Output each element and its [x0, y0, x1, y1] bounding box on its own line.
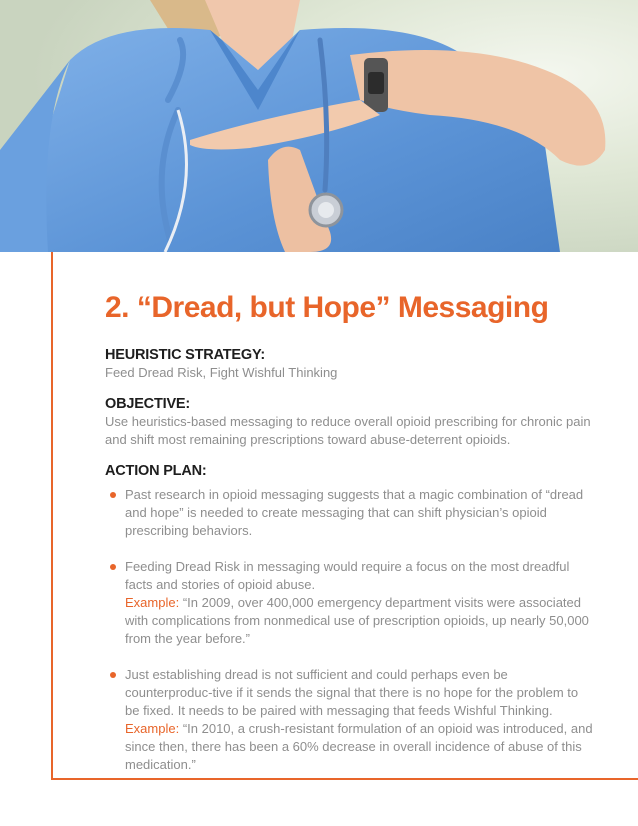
page-title: 2. “Dread, but Hope” Messaging — [105, 291, 549, 324]
heuristic-strategy-text: Feed Dread Risk, Fight Wishful Thinking — [105, 365, 338, 380]
example-label: Example: — [125, 721, 180, 736]
hero-image — [0, 0, 638, 252]
example-text: “In 2010, a crush-resistant formulation of an opioid was introduced, and since then, there has been a 60% decrease in overall incidence of abuse of this medication.” — [125, 721, 593, 772]
accent-border-left — [51, 252, 53, 780]
action-plan-section — [105, 462, 595, 774]
heuristic-strategy-heading: HEURISTIC STRATEGY: — [105, 347, 265, 363]
page-content — [105, 290, 595, 792]
nurse-timeout-photo — [0, 0, 638, 252]
objective-section — [105, 395, 595, 449]
list-item — [105, 558, 595, 648]
list-item-text: Past research in opioid messaging suggests that a magic combination of “dread and hope” is needed to create messaging that can shift physician’s opioid prescribing behaviors. — [125, 487, 584, 538]
list-item — [105, 486, 595, 540]
example-text: “In 2009, over 400,000 emergency department visits were associated with complications from nonmedical use of prescription opioids, up nearly 50,000 from the year before.” — [125, 595, 589, 646]
list-item-text: Feeding Dread Risk in messaging would require a focus on the most dreadful facts and stories of opioid abuse. — [125, 559, 570, 592]
example-label: Example: — [125, 595, 180, 610]
bullet-icon — [110, 672, 116, 678]
action-plan-list — [105, 486, 595, 774]
list-item — [105, 666, 595, 774]
bullet-icon — [110, 564, 116, 570]
action-plan-heading: ACTION PLAN: — [105, 463, 207, 479]
list-item-text: Just establishing dread is not sufficient and could perhaps even be counterproduc-tive if it sends the signal that there is no hope for the problem to be fixed. It needs to be paired with messaging that feeds Wishful Thinking. — [125, 667, 579, 718]
bullet-icon — [110, 492, 116, 498]
objective-text: Use heuristics-based messaging to reduce overall opioid prescribing for chronic pain and shift most remaining prescriptions toward abuse-deterrent opioids. — [105, 414, 591, 447]
heuristic-strategy-section — [105, 346, 595, 382]
objective-heading: OBJECTIVE: — [105, 396, 191, 412]
